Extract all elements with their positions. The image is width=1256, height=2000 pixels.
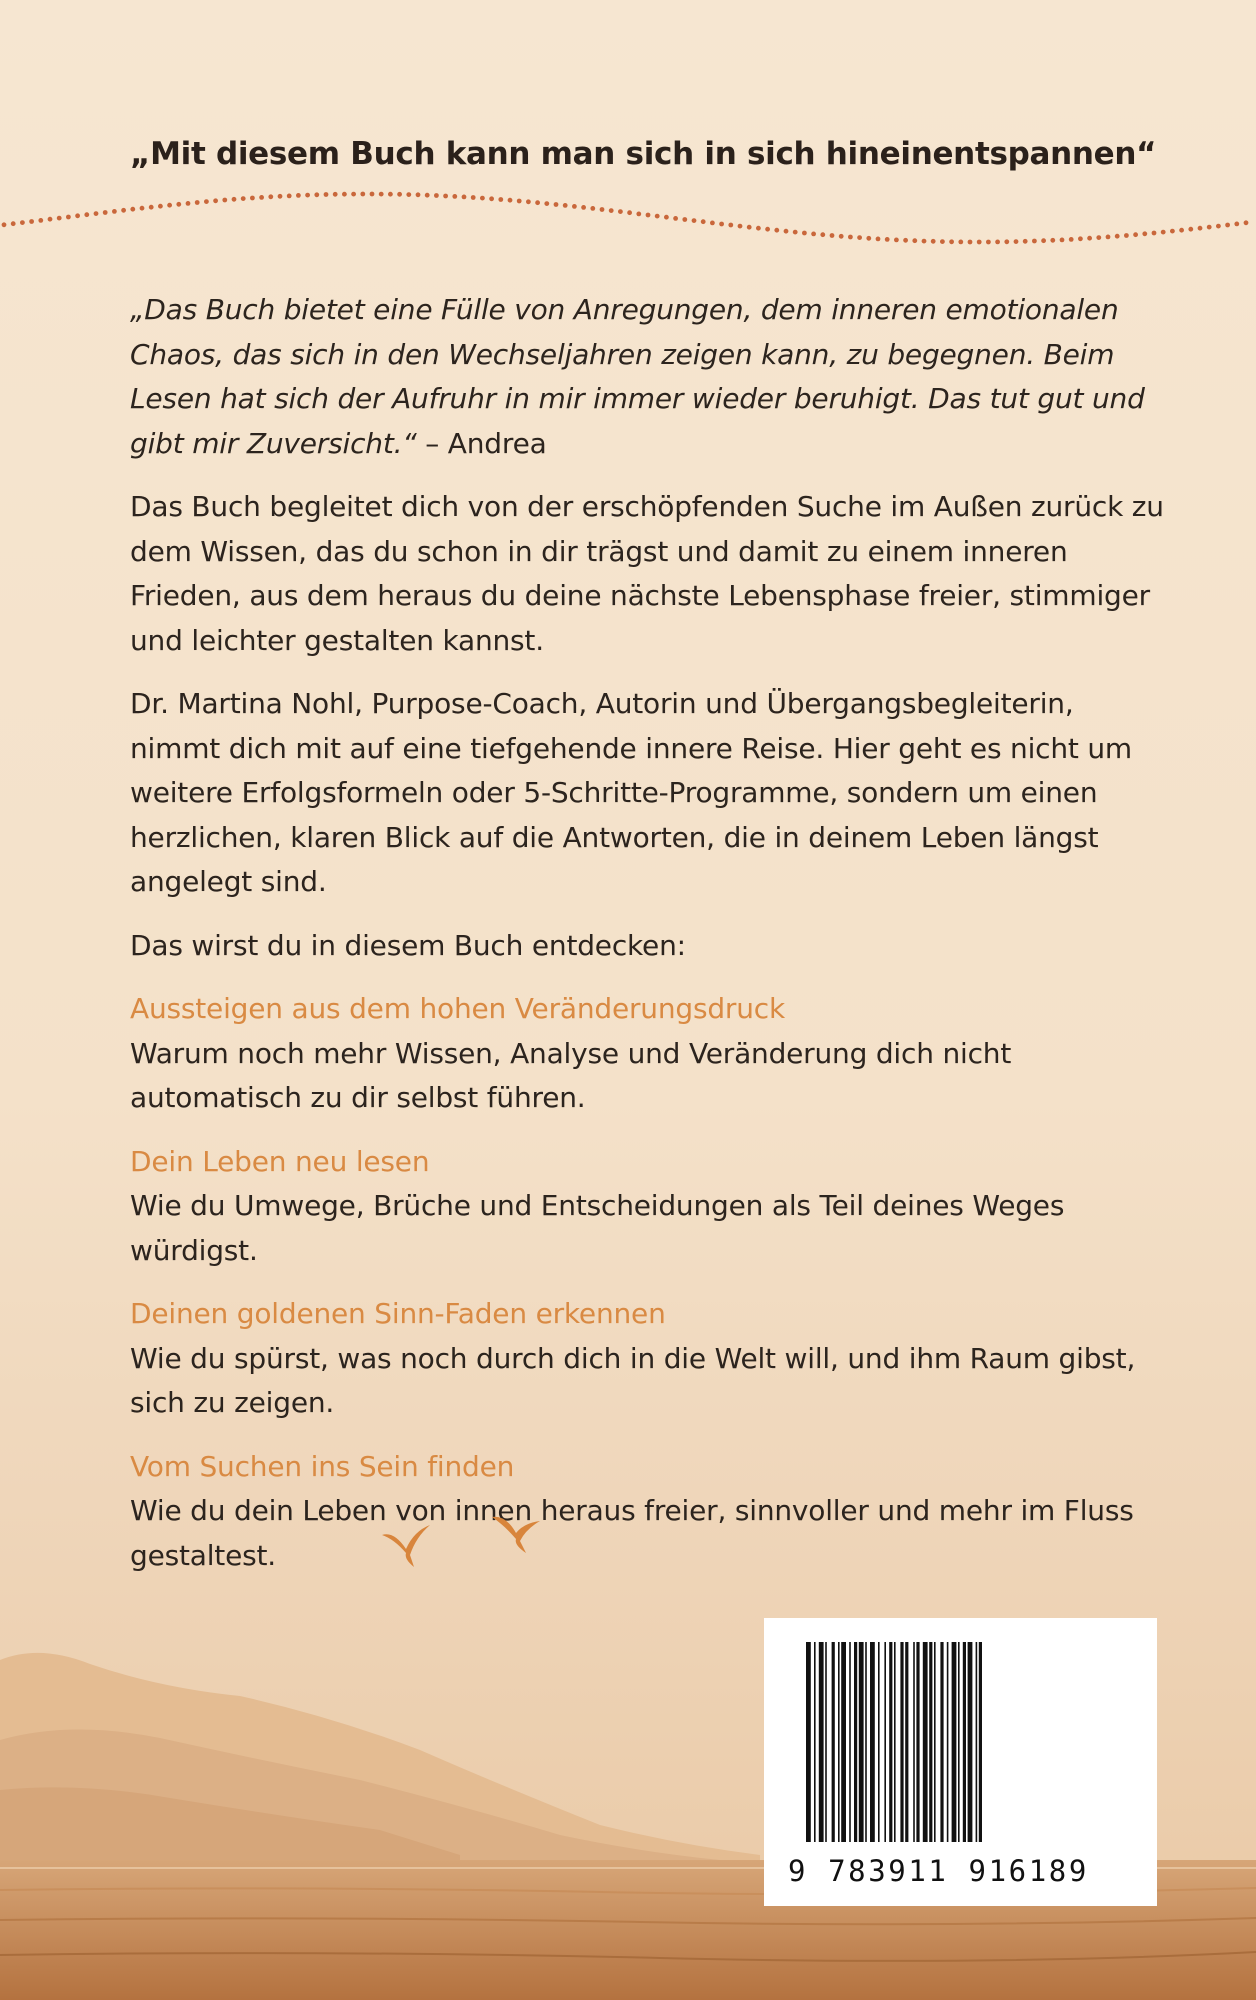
divider-dot (1198, 226, 1203, 231)
divider-dot (793, 230, 798, 235)
divider-dot (103, 210, 108, 215)
barcode-bar (870, 1642, 875, 1842)
feature-description: Warum noch mehr Wissen, Analyse und Veränderung dich nicht automatisch zu dir selbst führen. (130, 1036, 1012, 1114)
divider-dot (811, 232, 816, 237)
divider-dot (774, 228, 779, 233)
divider-dot (1142, 231, 1147, 236)
divider-dot (765, 227, 770, 232)
barcode-bar (865, 1642, 867, 1842)
divider-dot (949, 239, 954, 244)
barcode-bar (905, 1642, 908, 1842)
divider-dot (655, 214, 660, 219)
testimonial-quote (130, 288, 1170, 466)
divider-dot (259, 195, 264, 200)
divider-dot (471, 195, 476, 200)
barcode-bar (952, 1642, 957, 1842)
divider-dot (11, 221, 16, 226)
divider-dot (112, 209, 117, 214)
divider-dot (1078, 236, 1083, 241)
feature-description: Wie du dein Leben von innen heraus freier, sinnvoller und mehr im Fluss gestaltest. (130, 1494, 1134, 1572)
divider-dot (1124, 233, 1129, 238)
divider-dot (324, 192, 329, 197)
divider-dot (701, 219, 706, 224)
feature-title: Dein Leben neu lesen (130, 1144, 430, 1178)
divider-dot (1115, 234, 1120, 239)
divider-dot (1234, 222, 1239, 227)
divider-dot (452, 194, 457, 199)
barcode-bar (923, 1642, 928, 1842)
barcode-bar (889, 1642, 892, 1842)
divider-dot (922, 239, 927, 244)
divider-dot (1106, 235, 1111, 240)
divider-dot (57, 216, 62, 221)
barcode-bar (979, 1642, 982, 1842)
divider-dot (673, 216, 678, 221)
divider-dot (342, 192, 347, 197)
divider-dot (406, 192, 411, 197)
divider-dot (75, 213, 80, 218)
divider-dot (213, 198, 218, 203)
intro-paragraph: Das Buch begleitet dich von der erschöpfenden Suche im Außen zurück zu dem Wissen, das du schon in dir trägst und damit zu einem inneren Frieden, aus dem heraus du deine nächste Lebensphase freier, stimmiger und leichter gestalten kannst. (130, 490, 1164, 657)
divider-dot (747, 225, 752, 230)
divider-dot (636, 212, 641, 217)
divider-dot (1041, 238, 1046, 243)
divider-dot (563, 203, 568, 208)
divider-dot (692, 218, 697, 223)
divider-dot (857, 235, 862, 240)
barcode-bar (884, 1642, 886, 1842)
divider-dot (1244, 220, 1249, 225)
divider-dot (1060, 238, 1065, 243)
divider-dot (1050, 238, 1055, 243)
divider-dot (784, 229, 789, 234)
divider-dot (1188, 227, 1193, 232)
divider-dot (20, 220, 25, 225)
divider-dot (167, 203, 172, 208)
divider-dot (517, 199, 522, 204)
divider-dot (1152, 231, 1157, 236)
divider-dot (425, 193, 430, 198)
divider-dot (572, 204, 577, 209)
divider-dot (94, 211, 99, 216)
divider-dot (581, 205, 586, 210)
divider-dot (968, 240, 973, 245)
divider-dot (314, 192, 319, 197)
feature-title: Vom Suchen ins Sein finden (130, 1449, 515, 1483)
divider-dot (839, 234, 844, 239)
divider-dot (554, 202, 559, 207)
barcode-bar (929, 1642, 932, 1842)
divider-dot (1216, 224, 1221, 229)
divider-dot (241, 196, 246, 201)
barcode-bar (900, 1642, 903, 1842)
barcode-bar (916, 1642, 919, 1842)
testimonial-author: – Andrea (416, 426, 547, 460)
divider-dot (176, 202, 181, 207)
divider-dot (912, 238, 917, 243)
divider-dot (544, 201, 549, 206)
divider-dot (940, 239, 945, 244)
divider-dot (995, 240, 1000, 245)
divider-dot (158, 204, 163, 209)
divider-dot (287, 194, 292, 199)
divider-dot (489, 196, 494, 201)
divider-dot (1069, 237, 1074, 242)
divider-dot (756, 226, 761, 231)
divider-dot (802, 231, 807, 236)
divider-dot (848, 235, 853, 240)
barcode-bar (947, 1642, 949, 1842)
divider-dot (462, 195, 467, 200)
divider-dot (305, 193, 310, 198)
barcode-bar (878, 1642, 880, 1842)
barcode-bar (958, 1642, 960, 1842)
divider-dot (360, 192, 365, 197)
divider-dot (140, 206, 145, 211)
birds-illustration (370, 1505, 570, 1605)
divider-dot (876, 237, 881, 242)
divider-dot (986, 240, 991, 245)
body-text (130, 288, 1170, 1597)
divider-dot (1161, 230, 1166, 235)
barcode-bar (968, 1642, 973, 1842)
divider-dot (618, 209, 623, 214)
divider-dot (903, 238, 908, 243)
divider-dot (250, 196, 255, 201)
divider-dot (931, 239, 936, 244)
divider-dot (820, 232, 825, 237)
divider-dot (1087, 236, 1092, 241)
divider-dot (149, 205, 154, 210)
divider-dot (416, 192, 421, 197)
divider-dot (977, 240, 982, 245)
divider-dot (600, 207, 605, 212)
barcode-bar (841, 1642, 846, 1842)
feature-item (130, 1140, 1170, 1274)
feature-title: Deinen goldenen Sinn-Faden erkennen (130, 1297, 666, 1330)
divider-dot (1179, 228, 1184, 233)
divider-dot (526, 199, 531, 204)
divider-dot (480, 196, 485, 201)
discover-intro: Das wirst du in diesem Buch entdecken: (130, 928, 686, 962)
feature-item (130, 1292, 1170, 1426)
barcode-bar (940, 1642, 943, 1842)
divider-dot (1207, 225, 1212, 230)
divider-dot (627, 210, 632, 215)
barcode-bars (804, 1642, 1116, 1872)
feature-description: Wie du Umwege, Brüche und Entscheidungen als Teil deines Weges würdigst. (130, 1189, 1065, 1267)
divider-dot (885, 237, 890, 242)
feature-item (130, 1445, 1170, 1579)
divider-dot (535, 200, 540, 205)
barcode-bar (963, 1642, 966, 1842)
divider-dot (351, 192, 356, 197)
author-paragraph: Dr. Martina Nohl, Purpose-Coach, Autorin und Übergangsbegleiterin, nimmt dich mit auf eine tiefgehende innere Reise. Hier geht es nicht um weitere Erfolgsformeln oder 5-Schritte-Programme, sondern um einen herzlichen, klaren Blick auf die Antworten, die in deinem Leben längst angelegt sind. (130, 687, 1133, 898)
divider-dot (388, 192, 393, 197)
divider-dot (664, 215, 669, 220)
divider-dot (894, 238, 899, 243)
divider-dot (508, 198, 513, 203)
divider-dot (1170, 229, 1175, 234)
divider-dot (498, 197, 503, 202)
divider-dot (130, 207, 135, 212)
divider-dot (682, 217, 687, 222)
divider-dot (333, 192, 338, 197)
divider-dot (397, 192, 402, 197)
divider-dot (1096, 235, 1101, 240)
barcode-bar (854, 1642, 857, 1842)
divider-dot (2, 222, 7, 227)
isbn-number: 9 783911 916189 (788, 1854, 1089, 1888)
divider-dot (719, 222, 724, 227)
barcode-bar (913, 1642, 915, 1842)
feature-description: Wie du spürst, was noch durch dich in die Welt will, und ihm Raum gibst, sich zu zeigen. (130, 1341, 1136, 1419)
divider-dot (379, 192, 384, 197)
barcode-bar (838, 1642, 840, 1842)
headline: „Mit diesem Buch kann man sich in sich hineinentspannen“ (130, 136, 1157, 172)
divider-dot (48, 217, 53, 222)
barcode-bar (849, 1642, 851, 1842)
divider-dot (443, 194, 448, 199)
divider-dot (609, 208, 614, 213)
isbn-barcode (764, 1618, 1157, 1906)
barcode-bar (819, 1642, 824, 1842)
divider-dot (710, 221, 715, 226)
barcode-bar (806, 1642, 811, 1842)
divider-dot (204, 199, 209, 204)
divider-dot (370, 192, 375, 197)
barcode-bar (825, 1642, 827, 1842)
divider-dot (728, 223, 733, 228)
divider-dot (1133, 232, 1138, 237)
bird-icon (492, 1517, 540, 1553)
divider-dot (278, 194, 283, 199)
divider-dot (186, 201, 191, 206)
barcode-bar (859, 1642, 864, 1842)
barcode-bar (814, 1642, 816, 1842)
testimonial-text: „Das Buch bietet eine Fülle von Anregungen, dem inneren emotionalen Chaos, das sich in den Wechseljahren zeigen kann, zu begegnen. Beim Lesen hat sich der Aufruhr in mir immer wieder beruhigt. Das tut gut und gibt mir Zuversicht.“ (130, 293, 1145, 460)
divider-dot (29, 219, 34, 224)
divider-dot (38, 218, 43, 223)
divider-dot (1004, 239, 1009, 244)
divider-dot (830, 233, 835, 238)
divider-dot (66, 215, 71, 220)
feature-item (130, 987, 1170, 1121)
divider-dot (121, 208, 126, 213)
divider-dot (222, 198, 227, 203)
divider-dot (866, 236, 871, 241)
dotted-wave-divider (0, 180, 1256, 260)
divider-dot (646, 213, 651, 218)
divider-dot (590, 206, 595, 211)
divider-dot (268, 194, 273, 199)
divider-dot (1225, 223, 1230, 228)
divider-dot (738, 224, 743, 229)
divider-dot (296, 193, 301, 198)
divider-dot (1014, 239, 1019, 244)
divider-dot (84, 212, 89, 217)
divider-dot (1032, 239, 1037, 244)
divider-dot (1023, 239, 1028, 244)
divider-dot (232, 197, 237, 202)
divider-dot (958, 240, 963, 245)
barcode-bar (934, 1642, 936, 1842)
divider-dot (195, 200, 200, 205)
barcode-bar (894, 1642, 896, 1842)
feature-title: Aussteigen aus dem hohen Veränderungsdruck (130, 992, 786, 1025)
divider-dot (434, 193, 439, 198)
barcode-bar (832, 1642, 835, 1842)
barcode-bar (976, 1642, 978, 1842)
bird-icon (382, 1525, 430, 1567)
